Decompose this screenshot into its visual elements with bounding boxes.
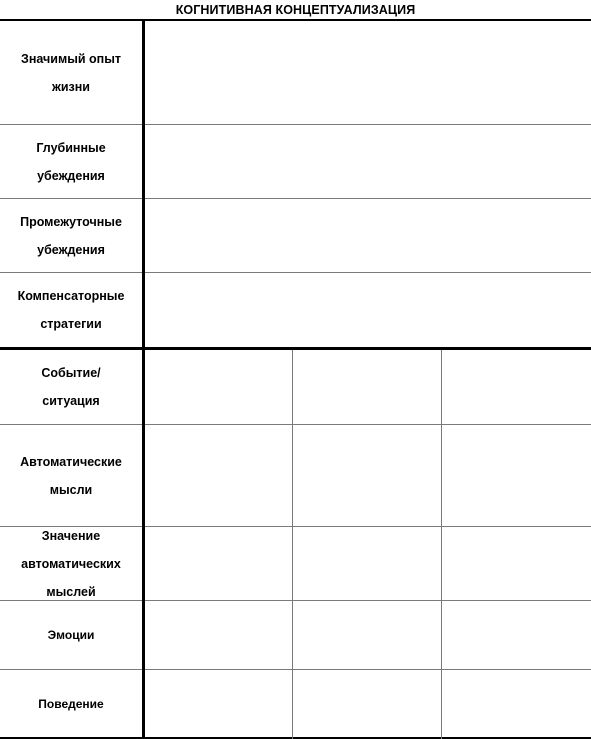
row-divider <box>0 526 591 527</box>
answer-cell-emotions-col3[interactable] <box>442 601 591 669</box>
section-divider <box>0 347 591 350</box>
row-label-emotions: Эмоции <box>47 628 95 642</box>
answer-cell-emotions-col2[interactable] <box>293 601 441 669</box>
row-label-significant-life-experience: Значимый опыт жизни <box>20 52 122 94</box>
answer-cell-meaning-col3[interactable] <box>442 527 591 600</box>
row-label-behavior: Поведение <box>38 697 104 711</box>
answer-cell-event-col2[interactable] <box>293 350 441 424</box>
form-title: КОГНИТИВНАЯ КОНЦЕПТУАЛИЗАЦИЯ <box>0 0 591 21</box>
row-divider <box>0 424 591 425</box>
row-label-automatic-thoughts: Автоматические мысли <box>20 454 122 497</box>
answer-cell-behavior-col3[interactable] <box>442 670 591 738</box>
answer-cell-emotions-col1[interactable] <box>145 601 292 669</box>
label-column-divider <box>142 21 145 739</box>
row-divider <box>0 669 591 670</box>
answer-cell-automatic-thoughts-col2[interactable] <box>293 425 441 526</box>
answer-cell-compensatory-strategies[interactable] <box>145 273 591 347</box>
row-divider <box>0 124 591 125</box>
answer-cell-intermediate-beliefs[interactable] <box>145 199 591 272</box>
answer-cell-meaning-col2[interactable] <box>293 527 441 600</box>
answer-cell-behavior-col1[interactable] <box>145 670 292 738</box>
row-label-event-situation: Событие/ ситуация <box>41 366 101 408</box>
column-divider <box>292 350 293 739</box>
row-divider <box>0 600 591 601</box>
row-divider <box>0 198 591 199</box>
answer-cell-event-col3[interactable] <box>442 350 591 424</box>
row-divider <box>0 272 591 273</box>
answer-cell-meaning-col1[interactable] <box>145 527 292 600</box>
answer-cell-behavior-col2[interactable] <box>293 670 441 738</box>
answer-cell-significant-life-experience[interactable] <box>145 22 591 124</box>
row-label-compensatory-strategies: Компенсаторные стратегии <box>17 289 125 331</box>
column-divider <box>441 350 442 739</box>
answer-cell-automatic-thoughts-col1[interactable] <box>145 425 292 526</box>
row-label-intermediate-beliefs: Промежуточные убеждения <box>20 214 122 257</box>
answer-cell-event-col1[interactable] <box>145 350 292 424</box>
answer-cell-core-beliefs[interactable] <box>145 125 591 198</box>
row-label-meaning-of-automatic-thoughts: Значение автоматических мыслей <box>21 528 121 599</box>
answer-cell-automatic-thoughts-col3[interactable] <box>442 425 591 526</box>
row-label-core-beliefs: Глубинные убеждения <box>36 140 106 183</box>
